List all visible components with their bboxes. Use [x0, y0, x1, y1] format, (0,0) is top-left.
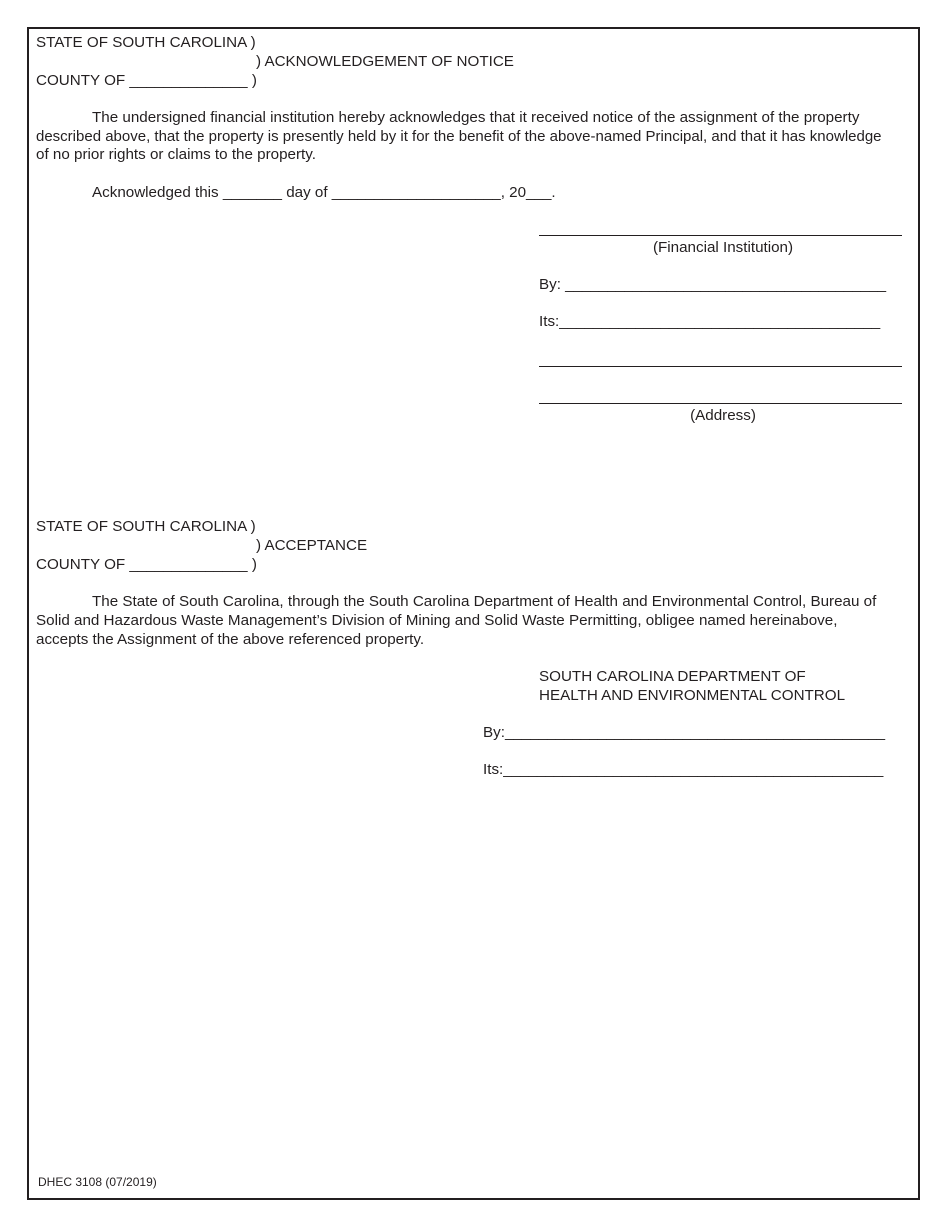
acc-paragraph-line-1: The State of South Carolina, through the South Carolina Department of Health and Environmental Control, Bureau of — [92, 593, 877, 610]
ack-acknowledged-line: Acknowledged this _______ day of ____________________, 20___. — [92, 184, 556, 201]
address-line-1 — [539, 366, 902, 367]
ack-title: ) ACKNOWLEDGEMENT OF NOTICE — [256, 53, 514, 70]
acc-county-line: COUNTY OF ______________ ) — [36, 556, 257, 573]
financial-institution-label: (Financial Institution) — [652, 239, 794, 256]
department-line-1: SOUTH CAROLINA DEPARTMENT OF — [539, 668, 806, 685]
ack-paragraph-line-1: The undersigned financial institution hereby acknowledges that it received notice of the assignment of the property — [92, 109, 860, 126]
acc-paragraph-line-3: accepts the Assignment of the above referenced property. — [36, 631, 425, 648]
acc-title: ) ACCEPTANCE — [256, 537, 368, 554]
acc-paragraph-line-2: Solid and Hazardous Waste Management’s Division of Mining and Solid Waste Permitting, obligee named hereinabove, — [36, 612, 838, 629]
ack-paragraph-line-3: of no prior rights or claims to the property. — [36, 146, 316, 163]
department-line-2: HEALTH AND ENVIRONMENTAL CONTROL — [539, 687, 846, 704]
ack-county-line: COUNTY OF ______________ ) — [36, 72, 257, 89]
address-line-2 — [539, 403, 902, 404]
financial-institution-signature-line — [539, 235, 902, 236]
acc-by-line: By:_____________________________________________ — [483, 724, 886, 741]
ack-state-line: STATE OF SOUTH CAROLINA ) — [36, 34, 256, 51]
ack-its-line: Its:______________________________________ — [539, 313, 881, 330]
acc-state-line: STATE OF SOUTH CAROLINA ) — [36, 518, 256, 535]
acc-its-line: Its:_____________________________________________ — [483, 761, 884, 778]
address-label: (Address) — [690, 407, 756, 424]
ack-by-line: By: ______________________________________ — [539, 276, 887, 293]
form-number: DHEC 3108 (07/2019) — [38, 1175, 157, 1189]
ack-paragraph-line-2: described above, that the property is presently held by it for the benefit of the above-named Principal, and that it has knowledge — [36, 128, 882, 145]
